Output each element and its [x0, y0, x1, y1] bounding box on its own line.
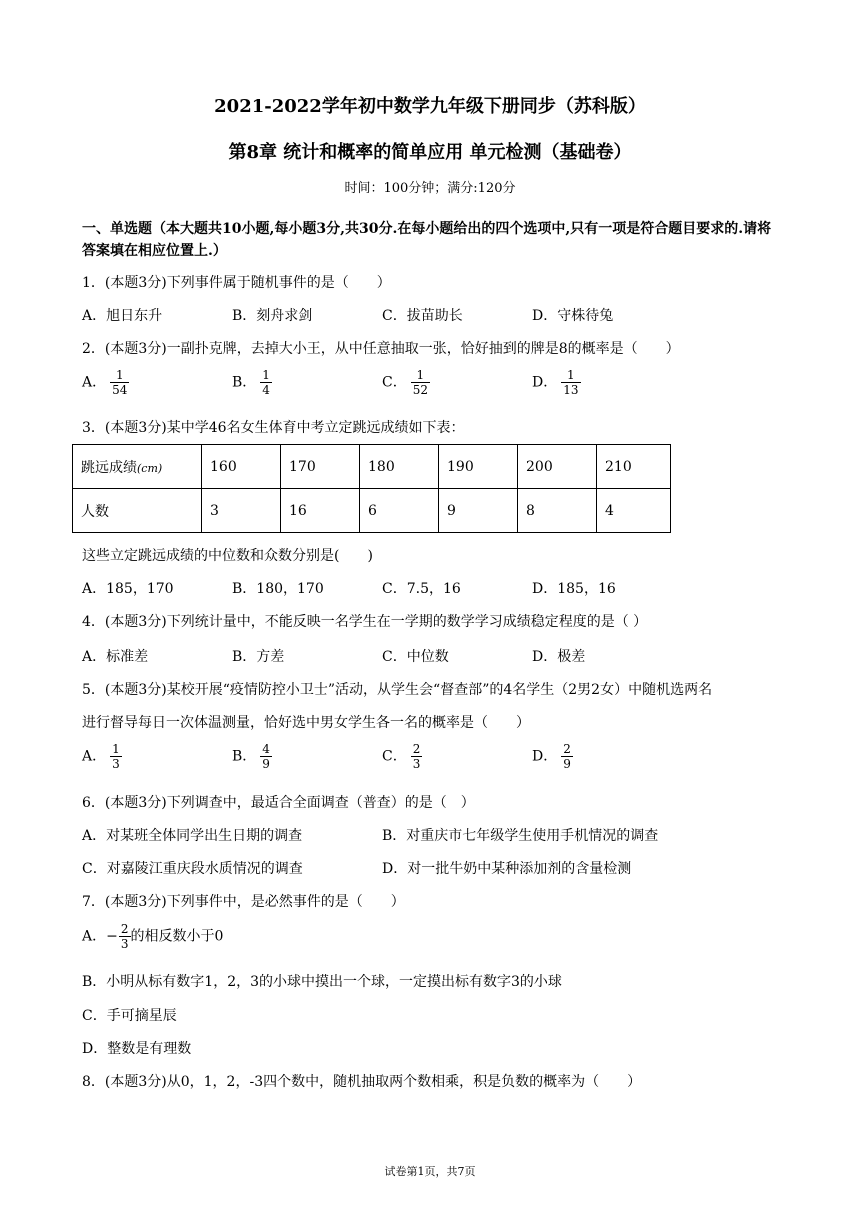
question-5-option-c: C． $\frac{2}{3}$ [382, 742, 421, 771]
question-2-option-c: C． $\frac{1}{52}$ [382, 368, 428, 397]
fraction: $\frac{1}{52}$ [412, 368, 428, 397]
question-2-option-b: B． $\frac{1}{4}$ [232, 368, 270, 397]
question-1-stem: 1．(本题3分)下列事件属于随机事件的是（ ） [82, 275, 391, 291]
fraction: $\frac{1}{4}$ [262, 368, 270, 397]
question-7-option-c: C．手可摘星辰 [82, 1008, 177, 1024]
fraction: $\frac{1}{3}$ [112, 742, 120, 771]
question-3-option-a: A．185，170 [82, 581, 174, 597]
table-cell: 210 [597, 445, 671, 489]
table-cell: 160 [202, 445, 281, 489]
question-4-option-d: D．极差 [532, 649, 586, 665]
section-heading: 一、单选题（本大题共10小题,每小题3分,共30分.在每小题给出的四个选项中,只有一项是符合题目要求的.请将答案填在相应位置上.） [82, 221, 772, 259]
question-2-option-d: D． $\frac{1}{13}$ [532, 368, 579, 397]
table-cell: 8 [518, 489, 597, 533]
fraction: $\frac{4}{9}$ [262, 742, 270, 771]
question-3-option-c: C．7.5，16 [382, 581, 461, 597]
table-cell: 190 [439, 445, 518, 489]
question-3-stem: 3．(本题3分)某中学46名女生体育中考立定跳远成绩如下表： [82, 420, 465, 436]
question-7-option-b: B．小明从标有数字1，2，3的小球中摸出一个球，一定摸出标有数字3的小球 [82, 974, 562, 990]
document-title: 2021-2022学年初中数学九年级下册同步（苏科版） [214, 96, 646, 117]
table-header-cell: 人数 [73, 489, 202, 533]
question-1-option-c: C．拔苗助长 [382, 308, 463, 324]
question-4-option-c: C．中位数 [382, 649, 449, 665]
table-row [73, 489, 671, 533]
question-1-option-a: A．旭日东升 [82, 308, 163, 324]
question-4-option-a: A．标准差 [82, 649, 149, 665]
page-footer: 试卷第1页，共7页 [384, 1165, 476, 1178]
question-5-option-a: A． $\frac{1}{3}$ [82, 742, 120, 771]
question-4-stem: 4．(本题3分)下列统计量中，不能反映一名学生在一学期的数学学习成绩稳定程度的是（ ） [82, 614, 648, 630]
table-cell: 9 [439, 489, 518, 533]
fraction: $\frac{1}{13}$ [563, 368, 579, 397]
question-7-option-a: A．− $\frac{2}{3}$ 的相反数小于0 [82, 922, 224, 951]
question-2-stem: 2．(本题3分)一副扑克牌，去掉大小王，从中任意抽取一张，恰好抽到的牌是8的概率是（ ） [82, 341, 680, 357]
document-subtitle: 第8章 统计和概率的简单应用 单元检测（基础卷） [228, 142, 632, 163]
question-3-option-d: D．185，16 [532, 581, 616, 597]
table-cell: 16 [281, 489, 360, 533]
exam-info: 时间：100分钟；满分:120分 [344, 181, 516, 196]
question-6-option-a: A．对某班全体同学出生日期的调查 [82, 828, 303, 844]
question-6-option-d: D．对一批牛奶中某种添加剂的含量检测 [382, 861, 632, 877]
score-table [72, 444, 671, 533]
question-3-question: 这些立定跳远成绩的中位数和众数分别是( ) [82, 548, 373, 564]
fraction: $\frac{1}{54}$ [112, 368, 128, 397]
question-6-stem: 6．(本题3分)下列调查中，最适合全面调查（普查）的是（ ） [82, 795, 475, 811]
table-cell: 180 [360, 445, 439, 489]
question-7-stem: 7．(本题3分)下列事件中，是必然事件的是（ ） [82, 894, 405, 910]
question-6-option-c: C．对嘉陵江重庆段水质情况的调查 [82, 861, 303, 877]
fraction: $\frac{2}{3}$ [412, 742, 421, 771]
question-2-option-a: A． $\frac{1}{54}$ [82, 368, 128, 397]
question-1-option-b: B．刻舟求剑 [232, 308, 313, 324]
question-7-option-d: D．整数是有理数 [82, 1041, 192, 1057]
question-6-option-b: B．对重庆市七年级学生使用手机情况的调查 [382, 828, 659, 844]
fraction: $\frac{2}{9}$ [563, 742, 571, 771]
table-header-cell: 跳远成绩(cm) [73, 445, 202, 489]
table-cell: 6 [360, 489, 439, 533]
question-5-stem-line1: 5．(本题3分)某校开展“疫情防控小卫士”活动，从学生会“督查部”的4名学生（2男2女）中随机选两名 [82, 682, 713, 698]
question-3-option-b: B．180，170 [232, 581, 324, 597]
table-row [73, 445, 671, 489]
table-cell: 3 [202, 489, 281, 533]
table-cell: 200 [518, 445, 597, 489]
question-4-option-b: B．方差 [232, 649, 285, 665]
fraction: $\frac{2}{3}$ [120, 922, 129, 951]
question-1-option-d: D．守株待兔 [532, 308, 614, 324]
question-5-option-b: B． $\frac{4}{9}$ [232, 742, 270, 771]
question-5-stem-line2: 进行督导每日一次体温测量，恰好选中男女学生各一名的概率是（ ） [82, 715, 530, 731]
table-cell: 170 [281, 445, 360, 489]
question-5-option-d: D． $\frac{2}{9}$ [532, 742, 571, 771]
question-8-stem: 8．(本题3分)从0，1，2，-3四个数中，随机抽取两个数相乘，积是负数的概率为（ ） [82, 1074, 642, 1090]
table-cell: 4 [597, 489, 671, 533]
